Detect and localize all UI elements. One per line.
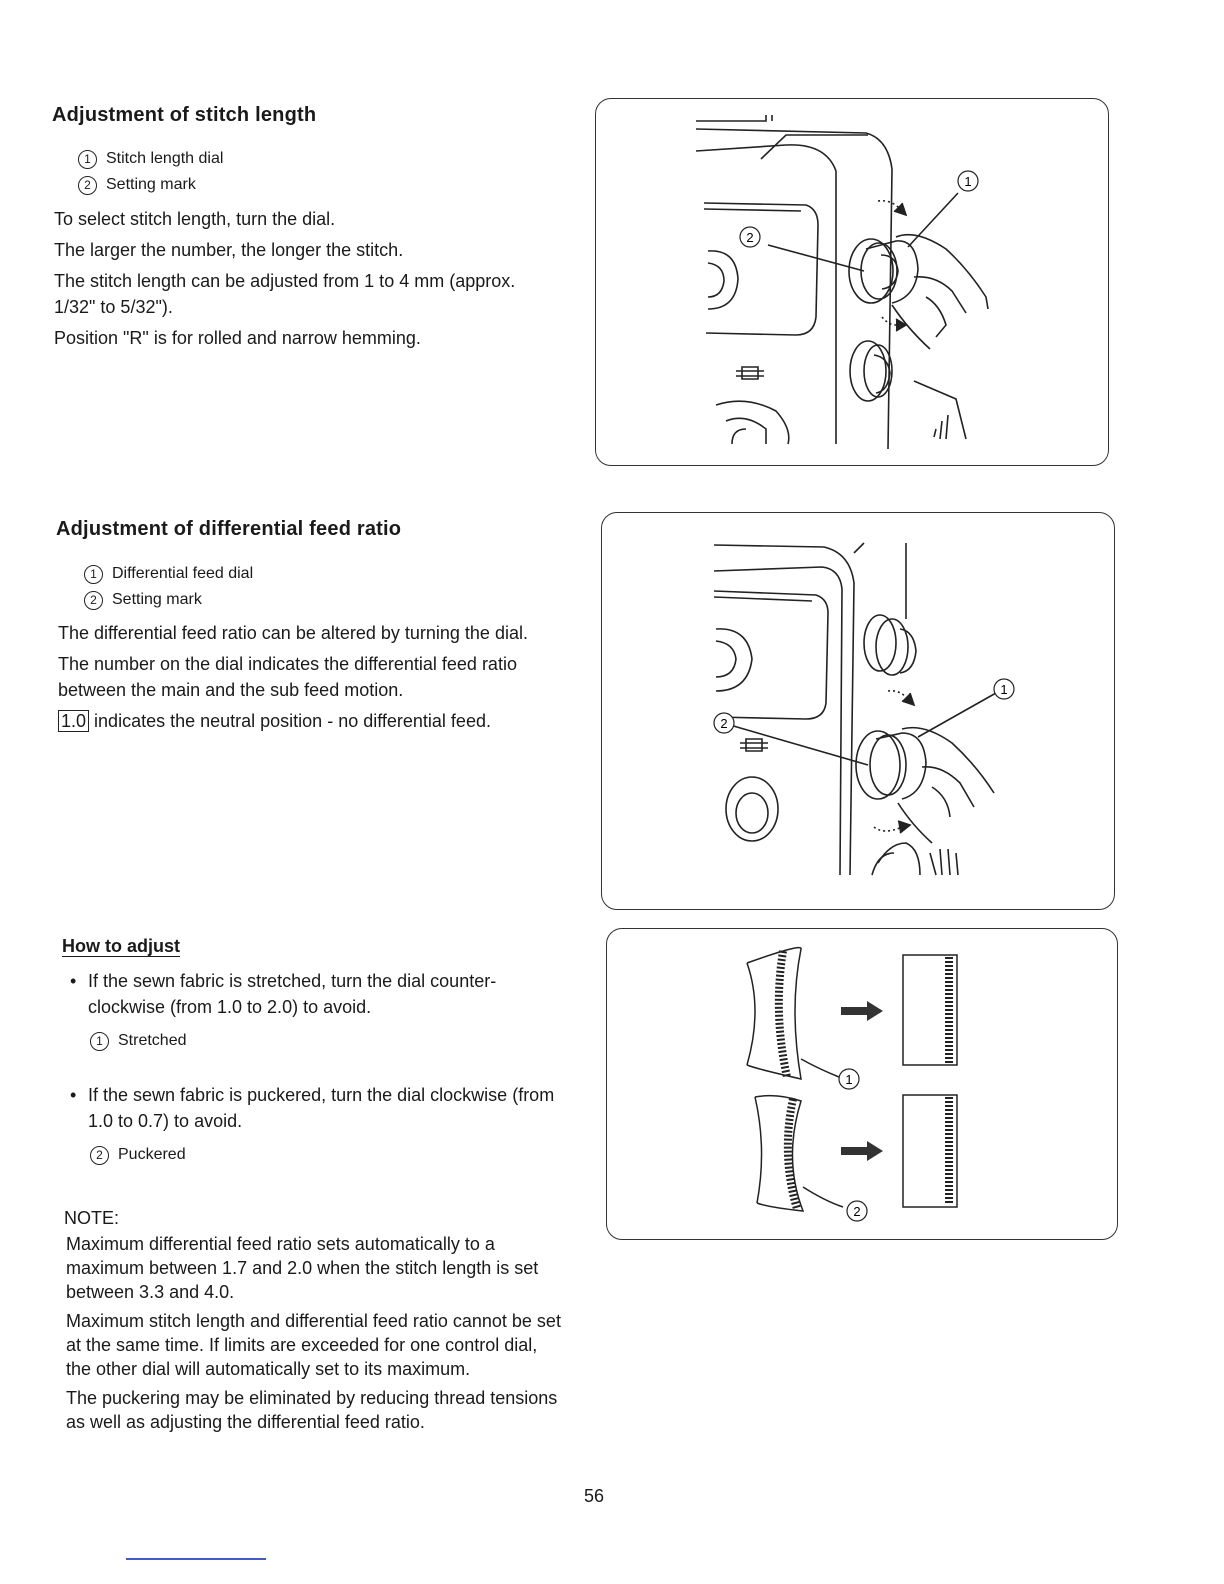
legend-item xyxy=(78,146,223,172)
legend-label: Setting mark xyxy=(106,176,196,193)
legend-item xyxy=(84,561,253,587)
stitch-length-legend xyxy=(78,146,223,198)
paragraph: The larger the number, the longer the stitch. xyxy=(54,240,404,260)
svg-text:2: 2 xyxy=(853,1204,861,1219)
bullet-text: If the sewn fabric is stretched, turn the dial counter-clockwise (from 1.0 to 2.0) to avoid. xyxy=(88,971,497,1017)
paragraph: Maximum stitch length and differential feed ratio cannot be set at the same time. If limits are exceeded for one control dial, the other dial will automatically set to its maximum. xyxy=(66,1311,561,1379)
neutral-text: indicates the neutral position - no differential feed. xyxy=(94,711,491,731)
callout-number: 2 xyxy=(84,591,103,610)
svg-text:1: 1 xyxy=(845,1072,853,1087)
differential-dial-illustration xyxy=(602,513,1114,909)
fabric-stitch-illustration xyxy=(607,929,1117,1239)
callout-number: 1 xyxy=(84,565,103,584)
neutral-position-line xyxy=(58,708,574,734)
legend-label: Differential feed dial xyxy=(112,565,254,582)
callout-1 xyxy=(994,679,1014,699)
bullet-icon: • xyxy=(70,971,77,991)
list-item xyxy=(62,968,568,1020)
differential-feed-legend xyxy=(84,561,253,613)
legend-label: Puckered xyxy=(118,1146,186,1163)
bullet-icon: • xyxy=(70,1085,77,1105)
svg-text:1: 1 xyxy=(964,174,972,189)
paragraph: The stitch length can be adjusted from 1 to 4 mm (approx. 1/32" to 5/32"). xyxy=(54,271,516,317)
footer-rule xyxy=(126,1558,266,1560)
svg-text:1: 1 xyxy=(1000,682,1008,697)
stitch-length-title: Adjustment of stitch length xyxy=(52,104,317,126)
note-body xyxy=(66,1232,562,1439)
differential-feed-title: Adjustment of differential feed ratio xyxy=(56,518,402,540)
legend-label: Stretched xyxy=(118,1032,187,1049)
callout-number: 2 xyxy=(90,1146,109,1165)
fabric-comparison-figure xyxy=(606,928,1118,1240)
stitch-length-figure xyxy=(595,98,1109,466)
legend-label: Setting mark xyxy=(112,591,202,608)
callout-number: 1 xyxy=(78,150,97,169)
differential-feed-figure xyxy=(601,512,1115,910)
paragraph: To select stitch length, turn the dial. xyxy=(54,209,336,229)
arrow-right-icon xyxy=(841,1001,883,1021)
list-item xyxy=(62,1082,568,1134)
paragraph: The differential feed ratio can be altered by turning the dial. xyxy=(58,623,528,643)
paragraph: The number on the dial indicates the differential feed ratio between the main and the sub feed motion. xyxy=(58,654,517,700)
svg-text:2: 2 xyxy=(746,230,754,245)
how-to-adjust-heading: How to adjust xyxy=(62,936,180,956)
callout-1 xyxy=(958,171,978,191)
machine-dial-illustration xyxy=(596,99,1108,465)
paragraph: Maximum differential feed ratio sets automatically to a maximum between 1.7 and 2.0 when the stitch length is set between 3.3 and 4.0. xyxy=(66,1234,539,1302)
stretched-legend xyxy=(62,1028,568,1054)
svg-text:2: 2 xyxy=(720,716,728,731)
callout-2 xyxy=(847,1201,867,1221)
differential-feed-body xyxy=(58,620,574,739)
how-to-adjust-list xyxy=(62,968,568,1168)
neutral-value-box: 1.0 xyxy=(58,710,89,732)
callout-2 xyxy=(740,227,760,247)
arrow-right-icon xyxy=(841,1141,883,1161)
puckered-legend xyxy=(62,1142,568,1168)
callout-2 xyxy=(714,713,734,733)
note-label: NOTE: xyxy=(64,1208,120,1228)
legend-label: Stitch length dial xyxy=(106,150,224,167)
bullet-text: If the sewn fabric is puckered, turn the dial clockwise (from 1.0 to 0.7) to avoid. xyxy=(88,1085,555,1131)
legend-item xyxy=(78,172,223,198)
callout-1 xyxy=(839,1069,859,1089)
callout-number: 2 xyxy=(78,176,97,195)
paragraph: Position "R" is for rolled and narrow hemming. xyxy=(54,328,421,348)
paragraph: The puckering may be eliminated by reducing thread tensions as well as adjusting the differential feed ratio. xyxy=(66,1388,558,1432)
legend-item xyxy=(84,587,253,613)
stitch-length-body xyxy=(54,206,554,356)
page-number: 56 xyxy=(584,1486,605,1506)
callout-number: 1 xyxy=(90,1032,109,1051)
